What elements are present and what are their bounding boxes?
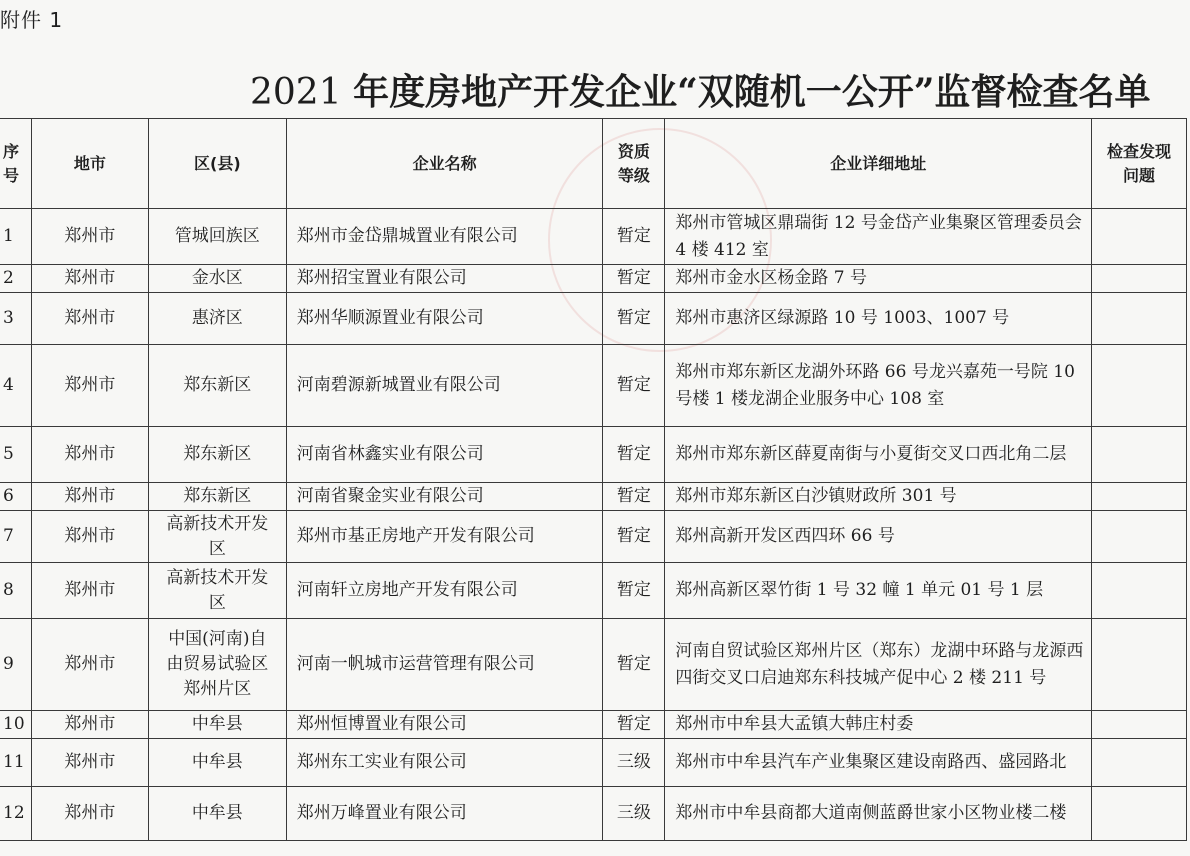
cell-company: 河南碧源新城置业有限公司 [286,345,603,427]
table-row [0,787,1187,841]
cell-address: 郑州市中牟县大孟镇大韩庄村委 [665,711,1092,739]
cell-seq: 6 [0,483,31,511]
cell-city: 郑州市 [31,619,148,711]
header-address: 企业详细地址 [665,119,1092,209]
cell-city: 郑州市 [31,293,148,345]
cell-issues [1092,209,1187,265]
cell-city: 郑州市 [31,787,148,841]
header-seq: 序号 [0,119,31,209]
cell-company: 河南省林鑫实业有限公司 [286,427,603,483]
header-grade: 资质等级 [603,119,665,209]
cell-company: 河南一帆城市运营管理有限公司 [286,619,603,711]
cell-issues [1092,483,1187,511]
cell-city: 郑州市 [31,483,148,511]
inspection-list-table [0,118,1187,841]
cell-seq: 1 [0,209,31,265]
cell-district: 管城回族区 [148,209,286,265]
header-city: 地市 [31,119,148,209]
cell-district: 郑东新区 [148,427,286,483]
cell-grade: 暂定 [603,483,665,511]
cell-seq: 11 [0,739,31,787]
cell-grade: 三级 [603,787,665,841]
header-company: 企业名称 [286,119,603,209]
cell-city: 郑州市 [31,511,148,563]
title-text: 年度房地产开发企业“双随机一公开”监督检查名单 [353,71,1151,113]
cell-address: 郑州市惠济区绿源路 10 号 1003、1007 号 [665,293,1092,345]
table-row [0,293,1187,345]
title-year: 2021 [250,72,354,113]
cell-district: 郑东新区 [148,483,286,511]
cell-district: 金水区 [148,265,286,293]
table-row [0,563,1187,619]
cell-seq: 2 [0,265,31,293]
cell-company: 郑州万峰置业有限公司 [286,787,603,841]
cell-seq: 7 [0,511,31,563]
attachment-label: 附件 1 [0,8,64,32]
document-title [250,64,1186,115]
cell-company: 郑州招宝置业有限公司 [286,265,603,293]
cell-grade: 暂定 [603,511,665,563]
cell-city: 郑州市 [31,427,148,483]
table-row [0,483,1187,511]
cell-district: 高新技术开发区 [148,511,286,563]
cell-grade: 暂定 [603,345,665,427]
cell-district: 高新技术开发区 [148,563,286,619]
cell-seq: 12 [0,787,31,841]
cell-district: 郑东新区 [148,345,286,427]
cell-seq: 9 [0,619,31,711]
cell-grade: 暂定 [603,265,665,293]
cell-company: 郑州恒博置业有限公司 [286,711,603,739]
cell-address: 郑州市郑东新区薛夏南街与小夏街交叉口西北角二层 [665,427,1092,483]
cell-address: 郑州市郑东新区白沙镇财政所 301 号 [665,483,1092,511]
cell-address: 郑州市中牟县汽车产业集聚区建设南路西、盛园路北 [665,739,1092,787]
cell-address: 郑州高新开发区西四环 66 号 [665,511,1092,563]
cell-company: 河南轩立房地产开发有限公司 [286,563,603,619]
cell-city: 郑州市 [31,209,148,265]
table-row [0,711,1187,739]
table-row [0,209,1187,265]
cell-issues [1092,345,1187,427]
cell-issues [1092,619,1187,711]
cell-issues [1092,563,1187,619]
table-row [0,345,1187,427]
cell-district: 惠济区 [148,293,286,345]
cell-address: 郑州市管城区鼎瑞街 12 号金岱产业集聚区管理委员会 4 楼 412 室 [665,209,1092,265]
cell-address: 郑州市金水区杨金路 7 号 [665,265,1092,293]
cell-issues [1092,787,1187,841]
table-row [0,427,1187,483]
cell-address: 郑州高新区翠竹街 1 号 32 幢 1 单元 01 号 1 层 [665,563,1092,619]
table-row [0,619,1187,711]
cell-city: 郑州市 [31,739,148,787]
cell-company: 郑州华顺源置业有限公司 [286,293,603,345]
cell-company: 郑州市金岱鼎城置业有限公司 [286,209,603,265]
cell-district: 中牟县 [148,711,286,739]
cell-city: 郑州市 [31,563,148,619]
cell-grade: 暂定 [603,427,665,483]
cell-address: 河南自贸试验区郑州片区（郑东）龙湖中环路与龙源西四街交叉口启迪郑东科技城产促中心 2 楼 211 号 [665,619,1092,711]
cell-grade: 暂定 [603,293,665,345]
cell-company: 河南省聚金实业有限公司 [286,483,603,511]
cell-district: 中牟县 [148,739,286,787]
cell-company: 郑州市基正房地产开发有限公司 [286,511,603,563]
header-row [0,119,1187,209]
cell-seq: 4 [0,345,31,427]
cell-seq: 8 [0,563,31,619]
cell-issues [1092,711,1187,739]
table-row [0,511,1187,563]
cell-seq: 10 [0,711,31,739]
cell-issues [1092,739,1187,787]
cell-city: 郑州市 [31,711,148,739]
cell-issues [1092,427,1187,483]
cell-issues [1092,265,1187,293]
table-row [0,739,1187,787]
cell-city: 郑州市 [31,265,148,293]
cell-issues [1092,293,1187,345]
cell-grade: 暂定 [603,209,665,265]
cell-seq: 3 [0,293,31,345]
cell-seq: 5 [0,427,31,483]
header-district: 区(县) [148,119,286,209]
cell-issues [1092,511,1187,563]
cell-city: 郑州市 [31,345,148,427]
cell-address: 郑州市郑东新区龙湖外环路 66 号龙兴嘉苑一号院 10 号楼 1 楼龙湖企业服务中心 108 室 [665,345,1092,427]
cell-district: 中牟县 [148,787,286,841]
table-row [0,265,1187,293]
cell-grade: 三级 [603,739,665,787]
cell-grade: 暂定 [603,711,665,739]
cell-company: 郑州东工实业有限公司 [286,739,603,787]
cell-grade: 暂定 [603,563,665,619]
cell-district: 中国(河南)自由贸易试验区郑州片区 [148,619,286,711]
cell-address: 郑州市中牟县商都大道南侧蓝爵世家小区物业楼二楼 [665,787,1092,841]
cell-grade: 暂定 [603,619,665,711]
header-issues: 检查发现问题 [1092,119,1187,209]
